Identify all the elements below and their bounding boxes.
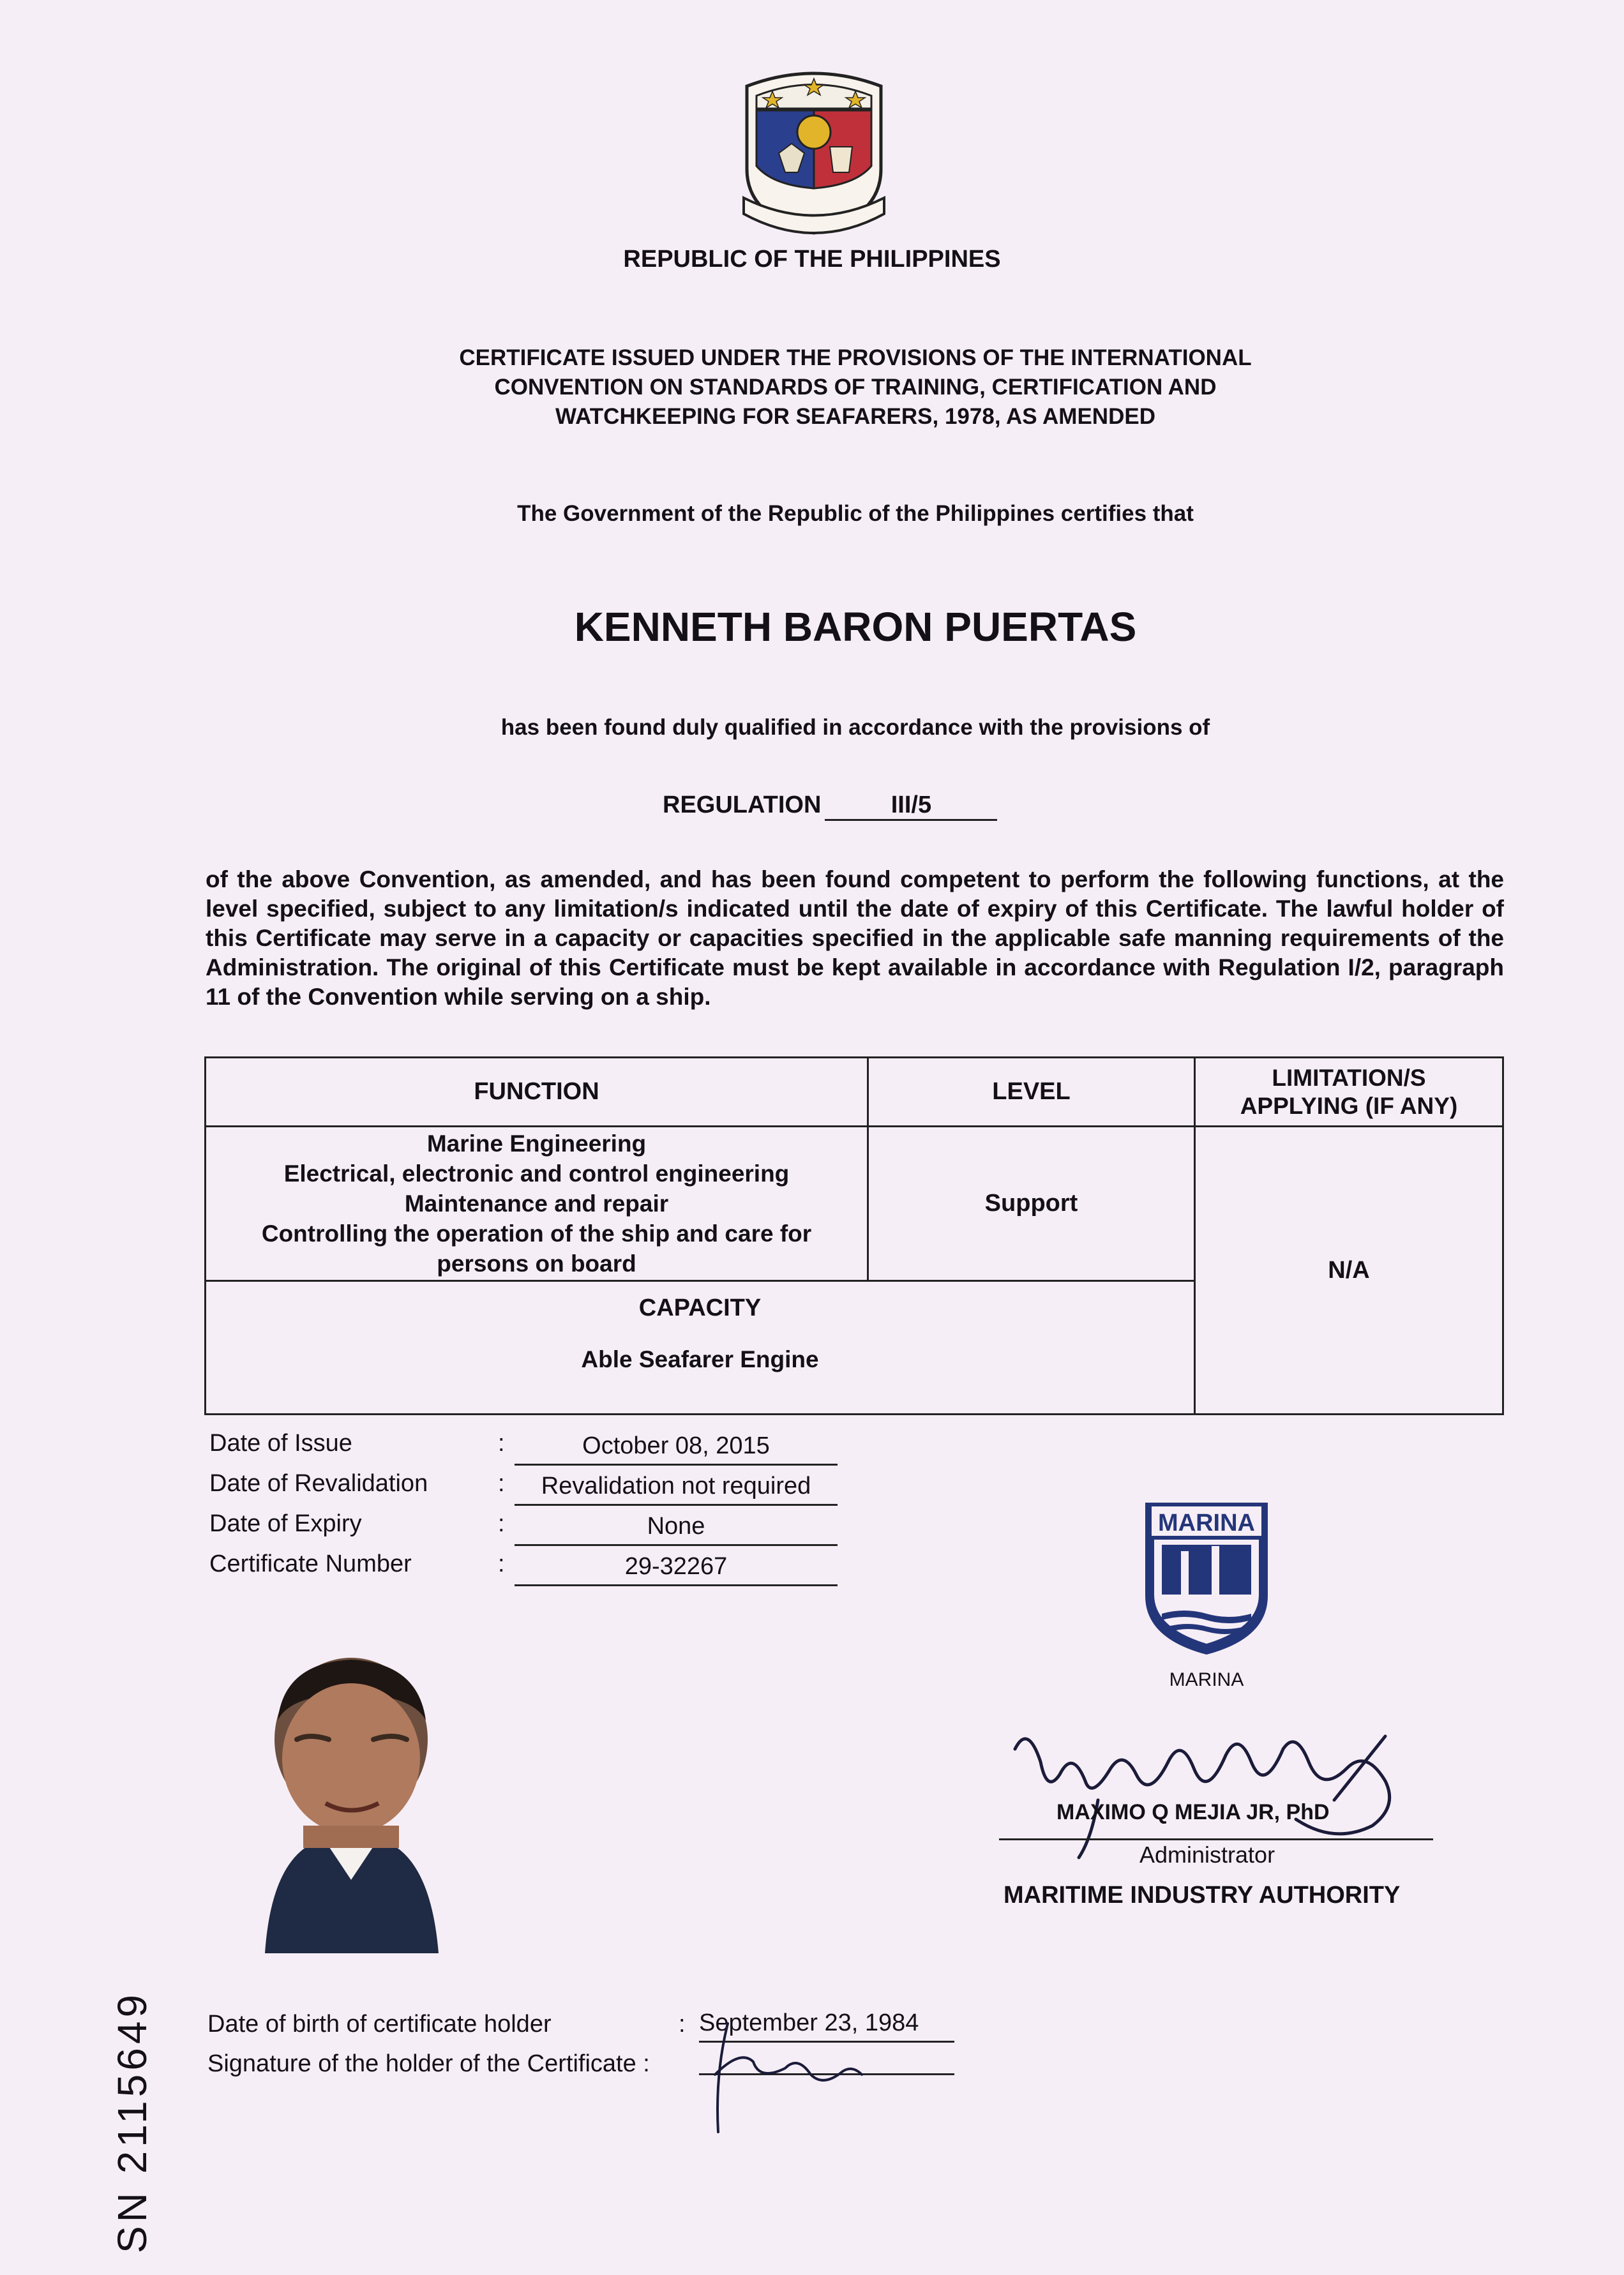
level-value: Support xyxy=(869,1127,1196,1282)
certifies-text: The Government of the Republic of the Philippines certifies that xyxy=(517,501,1194,526)
header-limitation-line: APPLYING (IF ANY) xyxy=(1240,1092,1458,1119)
administrator-title: Administrator xyxy=(1139,1842,1275,1868)
holder-signature-label: Signature of the holder of the Certificate : xyxy=(207,2050,650,2077)
colon: : xyxy=(498,1550,505,1577)
revalidation-value: Revalidation not required xyxy=(515,1473,838,1506)
function-item: Electrical, electronic and control engineering xyxy=(283,1160,790,1187)
certificate-body-text: of the above Convention, as amended, and has been found competent to perform the following functions, at the level specified, subject to any limitation/s indicated until the date of expiry of this Certificate. The lawful holder of this Certificate may serve in a capacity or capacities specified in the applicable safe manning requirements of the Administration. The original of this Certificate must be kept available in accordance with Regulation I/2, paragraph 11 of the Convention while serving on a ship. xyxy=(206,866,1504,1010)
holder-signature xyxy=(689,2011,868,2145)
regulation-field xyxy=(663,792,997,821)
expiry-value: None xyxy=(515,1513,838,1546)
sun-icon xyxy=(797,116,831,149)
heading-line: WATCHKEEPING FOR SEAFARERS, 1978, AS AMENDED xyxy=(555,404,1155,429)
administrator-name: MAXIMO Q MEJIA JR, PhD xyxy=(1056,1800,1330,1824)
qualified-text: has been found duly qualified in accordance with the provisions of xyxy=(500,715,1210,740)
colon: : xyxy=(498,1510,505,1537)
header-limitation xyxy=(1196,1058,1502,1127)
function-item: Maintenance and repair xyxy=(404,1190,669,1217)
heading-line: CERTIFICATE ISSUED UNDER THE PROVISIONS OF THE INTERNATIONAL xyxy=(459,345,1252,370)
heading-line: CONVENTION ON STANDARDS OF TRAINING, CERTIFICATION AND xyxy=(494,375,1217,400)
capacity-cell xyxy=(206,1282,1196,1413)
function-list xyxy=(206,1127,869,1282)
certificate-number-value: 29-32267 xyxy=(515,1553,838,1586)
colon: : xyxy=(679,2011,686,2038)
regulation-value: III/5 xyxy=(825,792,997,821)
colon: : xyxy=(498,1430,505,1457)
marina-logo-text: MARINA xyxy=(1158,1510,1255,1536)
function-item: Marine Engineering xyxy=(426,1130,647,1157)
expiry-label: Date of Expiry xyxy=(209,1510,362,1537)
holder-photo xyxy=(259,1650,444,1953)
certificate-number-label: Certificate Number xyxy=(209,1550,412,1577)
country-title: REPUBLIC OF THE PHILIPPINES xyxy=(623,246,1001,273)
header-limitation-line: LIMITATION/S xyxy=(1272,1064,1426,1091)
limitation-value: N/A xyxy=(1328,1256,1370,1284)
birth-date-row xyxy=(207,2009,919,2038)
capacity-label: CAPACITY xyxy=(638,1295,762,1321)
holder-name: KENNETH BARON PUERTAS xyxy=(574,604,1137,650)
header-function: FUNCTION xyxy=(206,1058,869,1127)
header-level: LEVEL xyxy=(869,1058,1196,1127)
function-item: persons on board xyxy=(437,1250,636,1277)
colon: : xyxy=(498,1470,505,1497)
philippine-coat-of-arms xyxy=(734,61,894,243)
serial-number xyxy=(57,1953,155,2253)
regulation-label: REGULATION xyxy=(663,792,822,818)
birth-date-value: September 23, 1984 xyxy=(699,2009,954,2043)
issue-date-value: October 08, 2015 xyxy=(515,1432,838,1466)
serial-number-text: SN 2115649 xyxy=(109,1990,155,2253)
function-item: Controlling the operation of the ship and care for xyxy=(261,1220,812,1247)
holder-signature-row xyxy=(207,2050,650,2078)
signature-line xyxy=(999,1838,1433,1840)
function-table xyxy=(204,1056,1504,1415)
birth-date-label: Date of birth of certificate holder xyxy=(207,2011,552,2038)
marina-caption: MARINA xyxy=(1169,1669,1244,1690)
capacity-value: Able Seafarer Engine xyxy=(581,1346,819,1372)
marina-logo xyxy=(1143,1500,1270,1656)
authority-name: MARITIME INDUSTRY AUTHORITY xyxy=(1004,1882,1401,1909)
certificate-heading xyxy=(357,343,1353,432)
revalidation-label: Date of Revalidation xyxy=(209,1470,428,1497)
issue-date-label: Date of Issue xyxy=(209,1430,352,1457)
